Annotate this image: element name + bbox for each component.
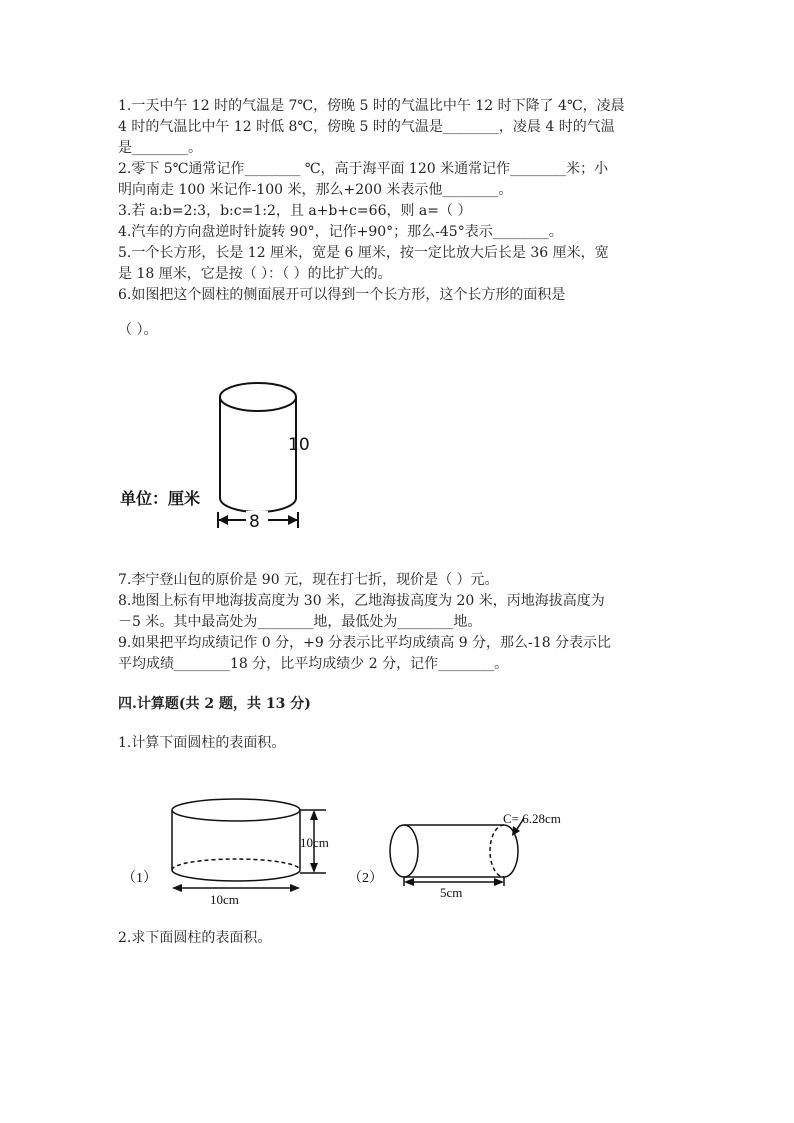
- q5-line-2: 是 18 厘米，它是按（ ）：（ ）的比扩大的。: [118, 266, 392, 282]
- q6-answer-blank: （ ）。: [118, 322, 158, 338]
- height-label-10: 10: [288, 435, 310, 455]
- q6-line-1: 6.如图把这个圆柱的侧面展开可以得到一个长方形，这个长方形的面积是: [118, 287, 566, 303]
- calc-q1: 1.计算下面圆柱的表面积。: [118, 735, 286, 751]
- width-label-8: 8: [249, 512, 260, 532]
- q1-line-2: 4 时的气温比中午 12 时低 8℃，傍晚 5 时的气温是________，凌晨 4 时的气温: [118, 119, 615, 135]
- length-label-5cm: 5cm: [440, 885, 463, 900]
- q7-line: 7.李宁登山包的原价是 90 元，现在打七折，现价是（ ）元。: [118, 572, 499, 588]
- q3-line: 3.若 a:b=2:3，b:c=1:2，且 a+b+c=66，则 a=（ ）: [118, 203, 472, 219]
- q8-line-2: －5 米。其中最高处为________地，最低处为________地。: [118, 614, 482, 630]
- unit-label: 单位：厘米: [120, 489, 201, 508]
- q8-line-1: 8.地图上标有甲地海拔高度为 30 米，乙地海拔高度为 20 米，丙地海拔高度为: [118, 593, 605, 609]
- diameter-label-10cm: 10cm: [210, 892, 239, 907]
- q2-line-2: 明向南走 100 米记作-100 米，那么+200 米表示他________。: [118, 182, 513, 198]
- q9-line-1: 9.如果把平均成绩记作 0 分，+9 分表示比平均成绩高 9 分，那么-18 分表示比: [118, 635, 612, 651]
- figure-label-1: （1）: [122, 871, 157, 886]
- section-4-heading: 四.计算题(共 2 题，共 13 分): [118, 696, 311, 712]
- q9-line-2: 平均成绩________18 分，比平均成绩少 2 分，记作________。: [118, 656, 509, 672]
- figure-label-2: （2）: [348, 871, 383, 886]
- circumference-label: C= 6.28cm: [503, 811, 561, 826]
- q5-line-1: 5.一个长方形，长是 12 厘米，宽是 6 厘米，按一定比放大后长是 36 厘米，宽: [118, 245, 609, 261]
- calc-q2: 2.求下面圆柱的表面积。: [118, 930, 272, 946]
- q4-line: 4.汽车的方向盘逆时针旋转 90°，记作+90°；那么-45°表示________。: [118, 224, 563, 240]
- height-label-10cm: 10cm: [300, 835, 329, 850]
- q1-line-3: 是________。: [118, 140, 202, 156]
- q2-line-1: 2.零下 5℃通常记作________ ℃，高于海平面 120 米通常记作________米；小: [118, 161, 609, 177]
- q1-line-1: 1.一天中午 12 时的气温是 7℃，傍晚 5 时的气温比中午 12 时下降了 4℃，凌晨: [118, 98, 625, 114]
